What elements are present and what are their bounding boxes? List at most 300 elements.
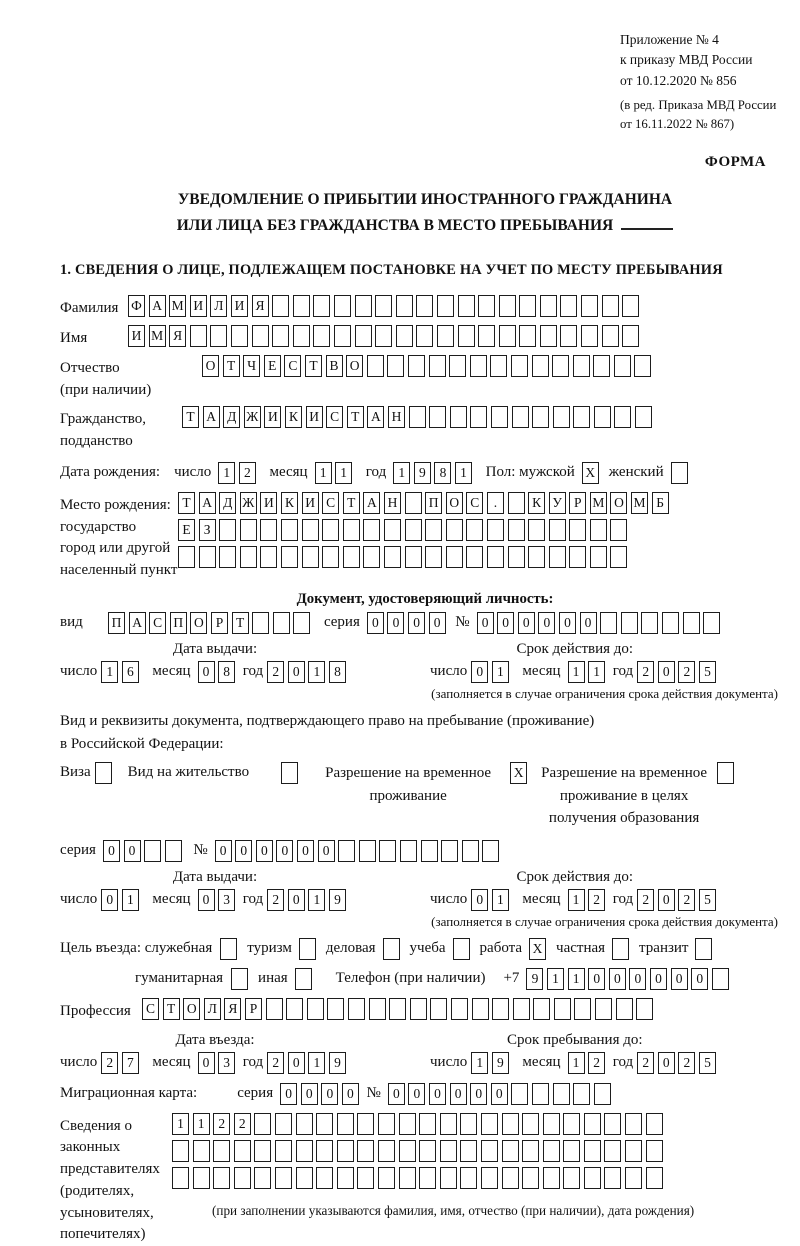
char-cell[interactable]	[462, 840, 479, 862]
char-cell[interactable]	[343, 546, 360, 568]
char-cell[interactable]	[635, 406, 652, 428]
char-cell[interactable]	[460, 1113, 477, 1135]
char-cell[interactable]: 0	[429, 1083, 446, 1105]
char-cell[interactable]	[513, 998, 530, 1020]
char-cell[interactable]	[378, 1113, 395, 1135]
char-cell[interactable]	[387, 355, 404, 377]
char-cell[interactable]: 0	[609, 968, 626, 990]
char-cell[interactable]: 2	[267, 889, 284, 911]
char-cell[interactable]	[378, 1140, 395, 1162]
purpose-transit-checkbox[interactable]	[695, 938, 712, 960]
char-cell[interactable]: М	[590, 492, 607, 514]
char-cell[interactable]	[641, 612, 658, 634]
char-cell[interactable]	[416, 295, 433, 317]
char-cell[interactable]	[419, 1113, 436, 1135]
char-cell[interactable]	[213, 1167, 230, 1189]
char-cell[interactable]: А	[363, 492, 380, 514]
char-cell[interactable]	[430, 998, 447, 1020]
char-cell[interactable]	[492, 998, 509, 1020]
char-cell[interactable]	[594, 1083, 611, 1105]
char-cell[interactable]	[302, 546, 319, 568]
char-cell[interactable]	[610, 546, 627, 568]
char-cell[interactable]: 1	[492, 889, 509, 911]
char-cell[interactable]	[532, 1083, 549, 1105]
char-cell[interactable]	[296, 1167, 313, 1189]
char-cell[interactable]	[419, 1167, 436, 1189]
char-cell[interactable]	[573, 1083, 590, 1105]
char-cell[interactable]: 0	[288, 661, 305, 683]
char-cell[interactable]: 1	[172, 1113, 189, 1135]
char-cell[interactable]	[594, 406, 611, 428]
char-cell[interactable]: 0	[470, 1083, 487, 1105]
char-cell[interactable]	[487, 519, 504, 541]
char-cell[interactable]	[338, 840, 355, 862]
char-cell[interactable]: Е	[264, 355, 281, 377]
char-cell[interactable]: Я	[169, 325, 186, 347]
char-cell[interactable]	[440, 1113, 457, 1135]
char-cell[interactable]	[240, 519, 257, 541]
char-cell[interactable]: 1	[218, 462, 235, 484]
char-cell[interactable]	[602, 325, 619, 347]
char-cell[interactable]: Т	[182, 406, 199, 428]
char-cell[interactable]	[359, 840, 376, 862]
char-cell[interactable]	[502, 1167, 519, 1189]
char-cell[interactable]	[543, 1167, 560, 1189]
char-cell[interactable]	[646, 1113, 663, 1135]
char-cell[interactable]: 0	[518, 612, 535, 634]
char-cell[interactable]	[272, 325, 289, 347]
char-cell[interactable]: 0	[342, 1083, 359, 1105]
char-cell[interactable]: Я	[252, 295, 269, 317]
char-cell[interactable]: 2	[678, 1052, 695, 1074]
char-cell[interactable]: 0	[124, 840, 141, 862]
char-cell[interactable]: 0	[215, 840, 232, 862]
char-cell[interactable]: 0	[408, 612, 425, 634]
char-cell[interactable]: 9	[492, 1052, 509, 1074]
char-cell[interactable]	[604, 1140, 621, 1162]
char-cell[interactable]: 1	[193, 1113, 210, 1135]
char-cell[interactable]: Л	[210, 295, 227, 317]
char-cell[interactable]	[389, 998, 406, 1020]
char-cell[interactable]	[549, 519, 566, 541]
char-cell[interactable]	[646, 1167, 663, 1189]
char-cell[interactable]: 9	[329, 1052, 346, 1074]
char-cell[interactable]	[399, 1167, 416, 1189]
char-cell[interactable]	[584, 1167, 601, 1189]
char-cell[interactable]: 5	[699, 1052, 716, 1074]
char-cell[interactable]	[508, 492, 525, 514]
char-cell[interactable]	[396, 325, 413, 347]
char-cell[interactable]: .	[487, 492, 504, 514]
char-cell[interactable]	[396, 295, 413, 317]
char-cell[interactable]	[512, 406, 529, 428]
char-cell[interactable]	[337, 1140, 354, 1162]
char-cell[interactable]	[622, 295, 639, 317]
char-cell[interactable]	[604, 1113, 621, 1135]
char-cell[interactable]	[357, 1113, 374, 1135]
char-cell[interactable]: В	[326, 355, 343, 377]
char-cell[interactable]	[254, 1113, 271, 1135]
char-cell[interactable]	[610, 519, 627, 541]
char-cell[interactable]: 2	[678, 661, 695, 683]
char-cell[interactable]: И	[306, 406, 323, 428]
char-cell[interactable]: 1	[471, 1052, 488, 1074]
sex-male-checkbox[interactable]: X	[582, 462, 599, 484]
char-cell[interactable]	[367, 355, 384, 377]
char-cell[interactable]	[334, 295, 351, 317]
char-cell[interactable]	[540, 295, 557, 317]
char-cell[interactable]	[703, 612, 720, 634]
char-cell[interactable]	[219, 546, 236, 568]
char-cell[interactable]: 0	[408, 1083, 425, 1105]
char-cell[interactable]	[421, 840, 438, 862]
char-cell[interactable]: Н	[388, 406, 405, 428]
char-cell[interactable]: 2	[213, 1113, 230, 1135]
char-cell[interactable]	[602, 295, 619, 317]
char-cell[interactable]: 0	[658, 661, 675, 683]
char-cell[interactable]	[409, 406, 426, 428]
char-cell[interactable]: 1	[568, 968, 585, 990]
char-cell[interactable]	[260, 519, 277, 541]
char-cell[interactable]: 0	[477, 612, 494, 634]
char-cell[interactable]: Ж	[240, 492, 257, 514]
char-cell[interactable]	[429, 406, 446, 428]
char-cell[interactable]	[532, 406, 549, 428]
char-cell[interactable]: У	[549, 492, 566, 514]
char-cell[interactable]	[281, 519, 298, 541]
char-cell[interactable]: 6	[122, 661, 139, 683]
char-cell[interactable]: 9	[414, 462, 431, 484]
char-cell[interactable]	[437, 325, 454, 347]
char-cell[interactable]	[260, 546, 277, 568]
char-cell[interactable]: 0	[301, 1083, 318, 1105]
char-cell[interactable]: 0	[658, 1052, 675, 1074]
char-cell[interactable]: 2	[267, 1052, 284, 1074]
char-cell[interactable]	[293, 295, 310, 317]
char-cell[interactable]	[348, 998, 365, 1020]
char-cell[interactable]	[363, 519, 380, 541]
char-cell[interactable]: 0	[497, 612, 514, 634]
char-cell[interactable]	[296, 1140, 313, 1162]
char-cell[interactable]	[482, 840, 499, 862]
char-cell[interactable]	[449, 355, 466, 377]
char-cell[interactable]	[440, 1140, 457, 1162]
char-cell[interactable]: 2	[678, 889, 695, 911]
char-cell[interactable]	[178, 546, 195, 568]
char-cell[interactable]	[519, 325, 536, 347]
char-cell[interactable]: 1	[308, 661, 325, 683]
char-cell[interactable]	[357, 1140, 374, 1162]
char-cell[interactable]: 0	[629, 968, 646, 990]
char-cell[interactable]	[307, 998, 324, 1020]
char-cell[interactable]	[511, 355, 528, 377]
char-cell[interactable]	[511, 1083, 528, 1105]
char-cell[interactable]: 2	[637, 889, 654, 911]
char-cell[interactable]	[355, 295, 372, 317]
char-cell[interactable]: 0	[198, 1052, 215, 1074]
char-cell[interactable]	[502, 1140, 519, 1162]
char-cell[interactable]	[451, 998, 468, 1020]
char-cell[interactable]	[490, 355, 507, 377]
char-cell[interactable]: Я	[224, 998, 241, 1020]
char-cell[interactable]	[573, 406, 590, 428]
char-cell[interactable]	[499, 295, 516, 317]
char-cell[interactable]: 1	[315, 462, 332, 484]
char-cell[interactable]	[199, 546, 216, 568]
char-cell[interactable]	[322, 519, 339, 541]
char-cell[interactable]	[600, 612, 617, 634]
char-cell[interactable]	[399, 1140, 416, 1162]
char-cell[interactable]: 5	[699, 889, 716, 911]
char-cell[interactable]: З	[199, 519, 216, 541]
char-cell[interactable]: 0	[280, 1083, 297, 1105]
char-cell[interactable]: О	[346, 355, 363, 377]
char-cell[interactable]	[502, 1113, 519, 1135]
char-cell[interactable]	[231, 325, 248, 347]
char-cell[interactable]: 2	[234, 1113, 251, 1135]
char-cell[interactable]: А	[149, 295, 166, 317]
char-cell[interactable]	[375, 325, 392, 347]
char-cell[interactable]: 1	[308, 1052, 325, 1074]
char-cell[interactable]: 0	[198, 661, 215, 683]
char-cell[interactable]	[355, 325, 372, 347]
char-cell[interactable]: 0	[321, 1083, 338, 1105]
char-cell[interactable]	[460, 1167, 477, 1189]
char-cell[interactable]	[481, 1140, 498, 1162]
char-cell[interactable]	[522, 1140, 539, 1162]
char-cell[interactable]: 0	[671, 968, 688, 990]
char-cell[interactable]	[508, 546, 525, 568]
char-cell[interactable]: 1	[393, 462, 410, 484]
char-cell[interactable]: 2	[588, 889, 605, 911]
char-cell[interactable]: Н	[384, 492, 401, 514]
char-cell[interactable]	[625, 1113, 642, 1135]
char-cell[interactable]	[528, 546, 545, 568]
char-cell[interactable]	[581, 325, 598, 347]
char-cell[interactable]	[491, 406, 508, 428]
char-cell[interactable]: Ф	[128, 295, 145, 317]
char-cell[interactable]: Д	[219, 492, 236, 514]
char-cell[interactable]: Л	[204, 998, 221, 1020]
char-cell[interactable]: 0	[256, 840, 273, 862]
char-cell[interactable]	[478, 325, 495, 347]
char-cell[interactable]	[357, 1167, 374, 1189]
char-cell[interactable]	[614, 406, 631, 428]
char-cell[interactable]: Т	[347, 406, 364, 428]
char-cell[interactable]	[595, 998, 612, 1020]
char-cell[interactable]	[369, 998, 386, 1020]
char-cell[interactable]: Р	[211, 612, 228, 634]
char-cell[interactable]: 3	[218, 889, 235, 911]
char-cell[interactable]: Р	[245, 998, 262, 1020]
char-cell[interactable]	[254, 1167, 271, 1189]
purpose-business-checkbox[interactable]	[383, 938, 400, 960]
char-cell[interactable]	[316, 1167, 333, 1189]
char-cell[interactable]	[625, 1140, 642, 1162]
char-cell[interactable]: И	[231, 295, 248, 317]
char-cell[interactable]	[552, 355, 569, 377]
char-cell[interactable]	[446, 546, 463, 568]
char-cell[interactable]	[379, 840, 396, 862]
char-cell[interactable]: 0	[429, 612, 446, 634]
char-cell[interactable]	[437, 295, 454, 317]
char-cell[interactable]: 2	[101, 1052, 118, 1074]
char-cell[interactable]: И	[260, 492, 277, 514]
char-cell[interactable]	[528, 519, 545, 541]
purpose-humanitarian-checkbox[interactable]	[231, 968, 248, 990]
char-cell[interactable]	[560, 325, 577, 347]
char-cell[interactable]	[508, 519, 525, 541]
char-cell[interactable]: 0	[297, 840, 314, 862]
char-cell[interactable]: И	[190, 295, 207, 317]
char-cell[interactable]	[466, 519, 483, 541]
char-cell[interactable]	[408, 355, 425, 377]
char-cell[interactable]: 0	[588, 968, 605, 990]
char-cell[interactable]	[590, 546, 607, 568]
char-cell[interactable]	[429, 355, 446, 377]
char-cell[interactable]: 0	[103, 840, 120, 862]
char-cell[interactable]	[275, 1113, 292, 1135]
char-cell[interactable]	[419, 1140, 436, 1162]
char-cell[interactable]: Е	[178, 519, 195, 541]
char-cell[interactable]: 0	[650, 968, 667, 990]
char-cell[interactable]: 8	[434, 462, 451, 484]
char-cell[interactable]	[193, 1140, 210, 1162]
char-cell[interactable]: О	[446, 492, 463, 514]
edu-permit-checkbox[interactable]	[717, 762, 734, 784]
char-cell[interactable]	[316, 1113, 333, 1135]
char-cell[interactable]: И	[302, 492, 319, 514]
char-cell[interactable]: М	[149, 325, 166, 347]
char-cell[interactable]: Т	[178, 492, 195, 514]
char-cell[interactable]: 1	[568, 889, 585, 911]
char-cell[interactable]	[458, 295, 475, 317]
char-cell[interactable]: 0	[388, 1083, 405, 1105]
char-cell[interactable]: Т	[343, 492, 360, 514]
char-cell[interactable]: А	[367, 406, 384, 428]
char-cell[interactable]	[569, 519, 586, 541]
char-cell[interactable]	[400, 840, 417, 862]
char-cell[interactable]: Ч	[243, 355, 260, 377]
char-cell[interactable]: С	[466, 492, 483, 514]
char-cell[interactable]	[234, 1167, 251, 1189]
char-cell[interactable]	[293, 325, 310, 347]
char-cell[interactable]: 2	[239, 462, 256, 484]
char-cell[interactable]: Б	[652, 492, 669, 514]
char-cell[interactable]	[590, 519, 607, 541]
char-cell[interactable]	[487, 546, 504, 568]
char-cell[interactable]	[574, 998, 591, 1020]
char-cell[interactable]	[327, 998, 344, 1020]
char-cell[interactable]: 0	[658, 889, 675, 911]
char-cell[interactable]: 7	[122, 1052, 139, 1074]
char-cell[interactable]	[416, 325, 433, 347]
char-cell[interactable]	[472, 998, 489, 1020]
temp-permit-checkbox[interactable]: X	[510, 762, 527, 784]
purpose-work-checkbox[interactable]: X	[529, 938, 546, 960]
char-cell[interactable]	[522, 1167, 539, 1189]
char-cell[interactable]: 1	[308, 889, 325, 911]
char-cell[interactable]: П	[108, 612, 125, 634]
char-cell[interactable]	[275, 1167, 292, 1189]
char-cell[interactable]	[569, 546, 586, 568]
char-cell[interactable]	[210, 325, 227, 347]
char-cell[interactable]	[172, 1167, 189, 1189]
char-cell[interactable]	[343, 519, 360, 541]
char-cell[interactable]	[522, 1113, 539, 1135]
char-cell[interactable]	[172, 1140, 189, 1162]
char-cell[interactable]: А	[129, 612, 146, 634]
char-cell[interactable]	[450, 406, 467, 428]
char-cell[interactable]	[543, 1140, 560, 1162]
char-cell[interactable]: 1	[492, 661, 509, 683]
char-cell[interactable]: Д	[223, 406, 240, 428]
char-cell[interactable]	[322, 546, 339, 568]
char-cell[interactable]: О	[183, 998, 200, 1020]
char-cell[interactable]	[193, 1167, 210, 1189]
visa-checkbox[interactable]	[95, 762, 112, 784]
char-cell[interactable]	[213, 1140, 230, 1162]
char-cell[interactable]	[313, 295, 330, 317]
char-cell[interactable]	[683, 612, 700, 634]
char-cell[interactable]: 1	[588, 661, 605, 683]
purpose-study-checkbox[interactable]	[453, 938, 470, 960]
char-cell[interactable]	[375, 295, 392, 317]
char-cell[interactable]: 0	[387, 612, 404, 634]
char-cell[interactable]: К	[528, 492, 545, 514]
char-cell[interactable]	[441, 840, 458, 862]
char-cell[interactable]: 2	[267, 661, 284, 683]
char-cell[interactable]	[334, 325, 351, 347]
char-cell[interactable]: 2	[588, 1052, 605, 1074]
char-cell[interactable]: 1	[101, 661, 118, 683]
char-cell[interactable]	[614, 355, 631, 377]
char-cell[interactable]	[560, 295, 577, 317]
char-cell[interactable]: К	[281, 492, 298, 514]
char-cell[interactable]	[460, 1140, 477, 1162]
char-cell[interactable]	[584, 1140, 601, 1162]
char-cell[interactable]: 1	[568, 1052, 585, 1074]
char-cell[interactable]	[425, 519, 442, 541]
purpose-other-checkbox[interactable]	[295, 968, 312, 990]
char-cell[interactable]	[296, 1113, 313, 1135]
char-cell[interactable]	[273, 612, 290, 634]
char-cell[interactable]	[540, 325, 557, 347]
char-cell[interactable]	[337, 1167, 354, 1189]
char-cell[interactable]: 1	[568, 661, 585, 683]
char-cell[interactable]: 0	[235, 840, 252, 862]
char-cell[interactable]	[302, 519, 319, 541]
char-cell[interactable]: Т	[223, 355, 240, 377]
char-cell[interactable]: О	[610, 492, 627, 514]
char-cell[interactable]: М	[631, 492, 648, 514]
char-cell[interactable]	[286, 998, 303, 1020]
char-cell[interactable]	[519, 295, 536, 317]
char-cell[interactable]	[405, 492, 422, 514]
char-cell[interactable]: 0	[538, 612, 555, 634]
char-cell[interactable]: 0	[198, 889, 215, 911]
char-cell[interactable]	[604, 1167, 621, 1189]
char-cell[interactable]: 0	[276, 840, 293, 862]
char-cell[interactable]: С	[284, 355, 301, 377]
char-cell[interactable]: 3	[218, 1052, 235, 1074]
char-cell[interactable]	[621, 612, 638, 634]
char-cell[interactable]: 0	[580, 612, 597, 634]
char-cell[interactable]	[532, 355, 549, 377]
char-cell[interactable]: И	[264, 406, 281, 428]
char-cell[interactable]	[165, 840, 182, 862]
char-cell[interactable]	[337, 1113, 354, 1135]
